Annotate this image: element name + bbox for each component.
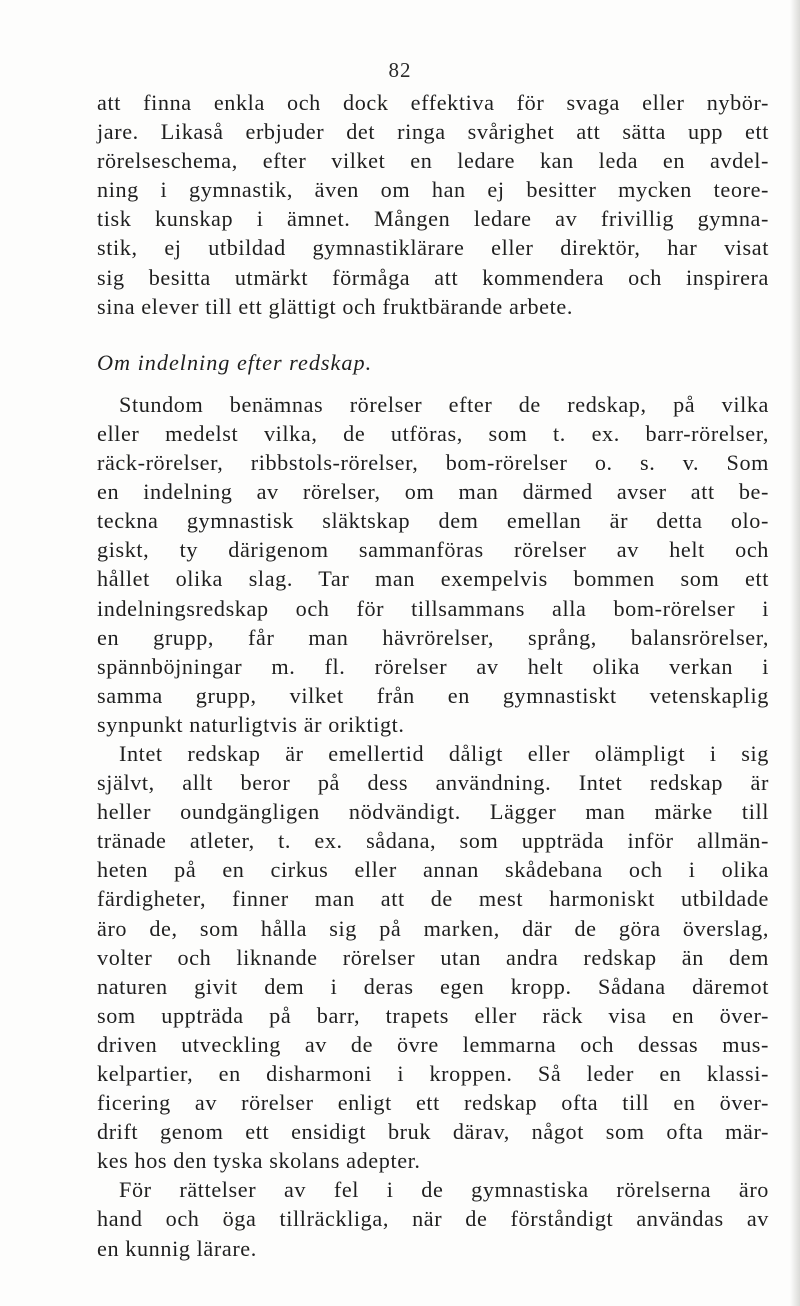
text-line: naturen givit dem i deras egen kropp. Sådana däremot xyxy=(97,973,769,999)
text-line: volter och liknande rörelser utan andra redskap än dem xyxy=(97,944,769,970)
text-line: eller medelst vilka, de utföras, som t. ex. barr-rörelser, xyxy=(97,420,769,446)
page-number: 82 xyxy=(388,58,412,82)
text-line: synpunkt naturligtvis är oriktigt. xyxy=(97,711,405,737)
text-line: driven utveckling av de övre lemmarna och dessas mus- xyxy=(97,1031,769,1057)
text-line: drift genom ett ensidigt bruk därav, något som ofta mär- xyxy=(97,1119,769,1145)
text-line: Intet redskap är emellertid dåligt eller olämpligt i sig xyxy=(119,740,769,766)
paragraph-4 xyxy=(97,1175,769,1262)
section-heading: Om indelning efter redskap. xyxy=(97,349,373,375)
page-body xyxy=(97,88,769,1263)
text-line: stik, ej utbildad gymnastiklärare eller direktör, har visat xyxy=(97,235,769,261)
text-line: tränade atleter, t. ex. sådana, som uppträda inför allmän- xyxy=(97,828,769,854)
text-line: rörelseschema, efter vilket en ledare kan leda en avdel- xyxy=(97,148,769,174)
text-line: kelpartier, en disharmoni i kroppen. Så leder en klassi- xyxy=(97,1061,769,1086)
text-line: heten på en cirkus eller annan skådebana och i olika xyxy=(97,857,769,883)
paragraph-2 xyxy=(97,390,769,739)
text-line: färdigheter, finner man att de mest harmoniskt utbildade xyxy=(97,886,769,912)
text-line: sig besitta utmärkt förmåga att kommendera och inspirera xyxy=(97,264,769,290)
text-line: ficering av rörelser enligt ett redskap ofta till en över- xyxy=(97,1090,769,1116)
text-line: en indelning av rörelser, om man därmed avser att be- xyxy=(97,479,769,505)
text-line: Stundom benämnas rörelser efter de redskap, på vilka xyxy=(119,391,769,417)
text-line: spännböjningar m. fl. rörelser av helt olika verkan i xyxy=(97,653,769,679)
text-line: sina elever till ett glättigt och fruktbärande arbete. xyxy=(97,293,573,319)
text-line: jare. Likaså erbjuder det ringa svårighet att sätta upp ett xyxy=(97,119,769,145)
text-line: tisk kunskap i ämnet. Mången ledare av frivillig gymna- xyxy=(97,206,769,232)
text-line: räck-rörelser, ribbstols-rörelser, bom-rörelser o. s. v. Som xyxy=(97,450,769,476)
text-line: ning i gymnastik, även om han ej besitter mycken teore- xyxy=(97,177,769,203)
text-line: För rättelser av fel i de gymnastiska rörelserna äro xyxy=(119,1177,769,1203)
text-line: giskt, ty därigenom sammanföras rörelser av helt och xyxy=(97,537,769,563)
text-line: samma grupp, vilket från en gymnastiskt vetenskaplig xyxy=(97,682,769,708)
text-line: hand och öga tillräckliga, när de förståndigt användas av xyxy=(97,1206,769,1232)
text-line: indelningsredskap och för tillsammans alla bom-rörelser i xyxy=(97,595,769,621)
text-line: hållet olika slag. Tar man exempelvis bommen som ett xyxy=(97,566,769,592)
text-line: en kunnig lärare. xyxy=(97,1235,257,1261)
text-line: som uppträda på barr, trapets eller räck visa en över- xyxy=(97,1002,769,1028)
text-line: kes hos den tyska skolans adepter. xyxy=(97,1148,421,1174)
text-line: att finna enkla och dock effektiva för svaga eller nybör- xyxy=(97,90,769,115)
paragraph-1 xyxy=(97,88,769,321)
page-edge-shadow xyxy=(790,0,800,1306)
text-line: självt, allt beror på dess användning. Intet redskap är xyxy=(97,770,769,796)
text-line: heller oundgängligen nödvändigt. Lägger man märke till xyxy=(97,799,769,825)
text-line: en grupp, får man hävrörelser, språng, balansrörelser, xyxy=(97,624,769,650)
text-line: teckna gymnastisk släktskap dem emellan är detta olo- xyxy=(97,508,769,534)
text-line: äro de, som hålla sig på marken, där de göra överslag, xyxy=(97,915,769,941)
paragraph-3 xyxy=(97,739,769,1175)
